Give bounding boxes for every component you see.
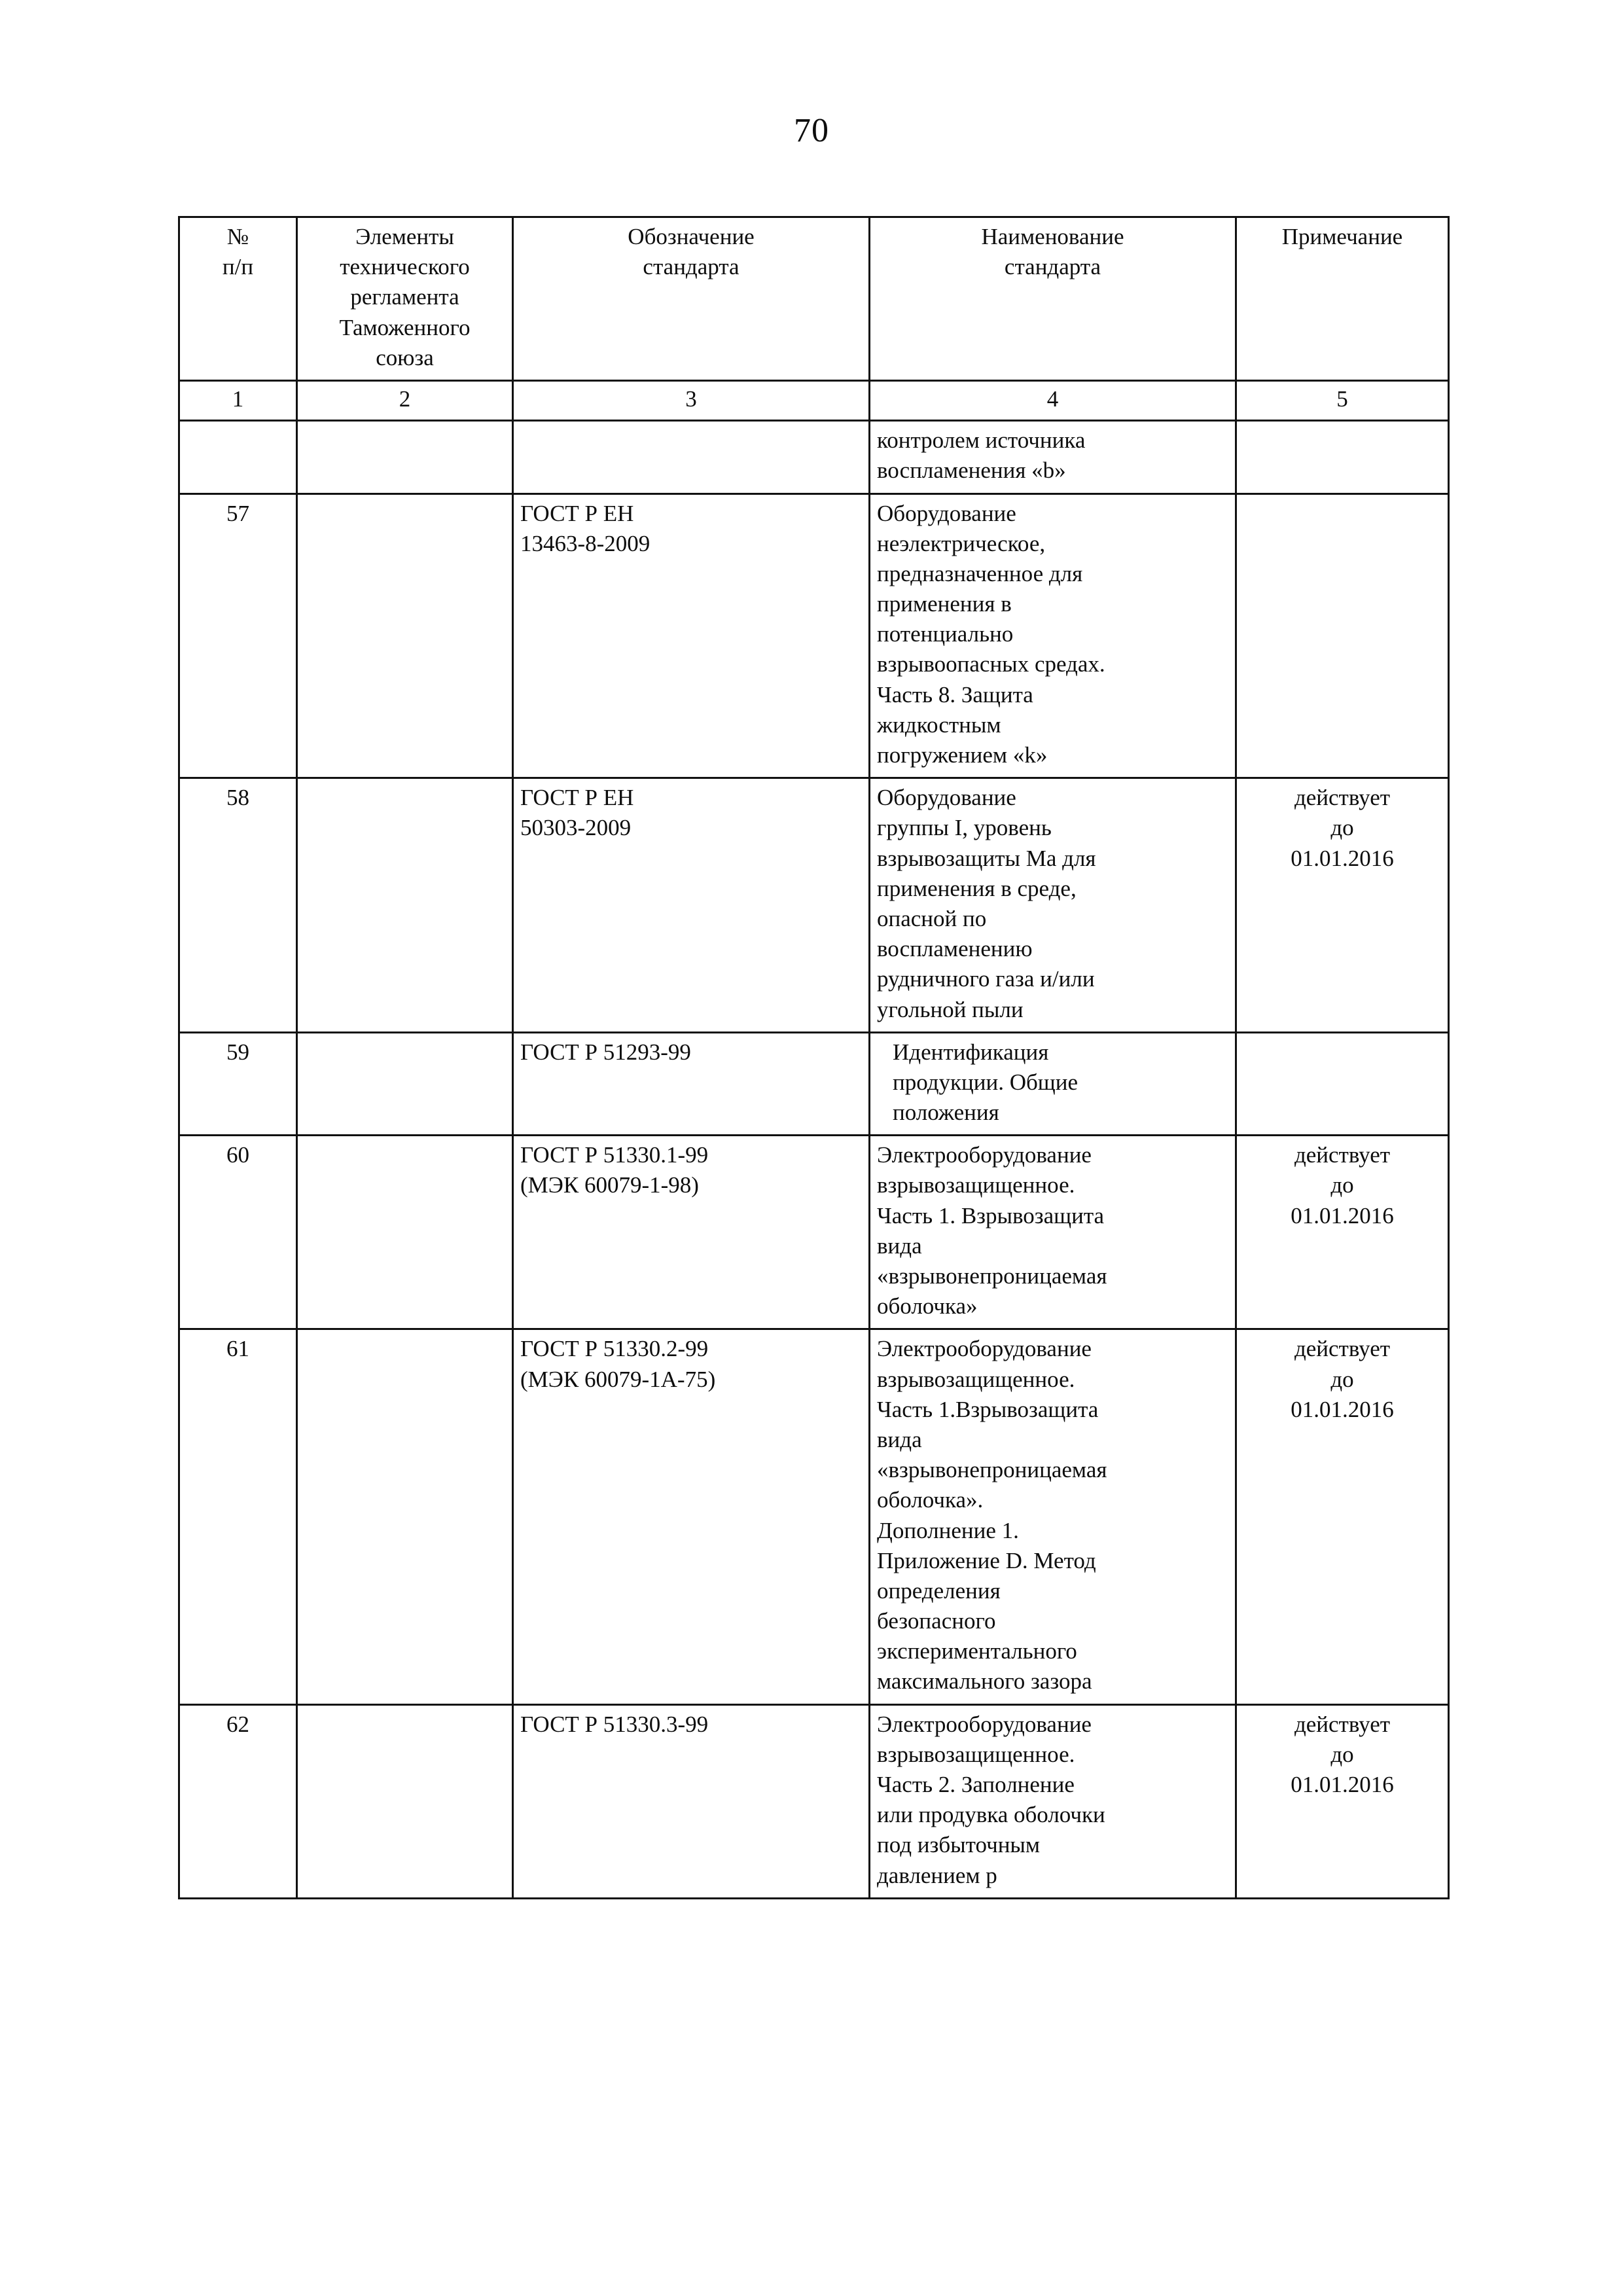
cell-designation: ГОСТ Р 51330.3-99 [513,1704,870,1898]
cell-designation [513,421,870,493]
cell-number: 57 [179,493,297,778]
cell-number: 59 [179,1032,297,1136]
cell-name: Идентификация продукции. Общие положения [870,1032,1236,1136]
table-row [179,421,1449,493]
table-row [179,778,1449,1033]
cell-number [179,421,297,493]
standards-table-container [178,216,1448,1899]
column-number-3: 3 [513,380,870,420]
column-number-5: 5 [1236,380,1449,420]
cell-number: 62 [179,1704,297,1898]
cell-number: 60 [179,1136,297,1329]
cell-name: Электрооборудование взрывозащищенное. Часть 1.Взрывозащита вида «взрывонепроницаемая оболочка». Дополнение 1. Приложение D. Метод определения безопасного экспериментального максимального зазора [870,1329,1236,1704]
cell-number: 58 [179,778,297,1033]
cell-designation: ГОСТ Р 51330.1-99 (МЭК 60079-1-98) [513,1136,870,1329]
cell-name: Оборудование группы I, уровень взрывозащиты Ма для применения в среде, опасной по воспламенению рудничного газа и/или угольной пыли [870,778,1236,1033]
cell-note [1236,1032,1449,1136]
cell-note: действует до 01.01.2016 [1236,778,1449,1033]
cell-designation: ГОСТ Р 51293-99 [513,1032,870,1136]
table-header-row [179,217,1449,381]
cell-name: Оборудование неэлектрическое, предназначенное для применения в потенциально взрывоопасных средах. Часть 8. Защита жидкостным погружением «k» [870,493,1236,778]
header-col-designation: Обозначение стандарта [513,217,870,381]
header-col-name: Наименование стандарта [870,217,1236,381]
cell-name: Электрооборудование взрывозащищенное. Часть 2. Заполнение или продувка оболочки под избыточным давлением р [870,1704,1236,1898]
table-row [179,1136,1449,1329]
cell-designation: ГОСТ Р 51330.2-99 (МЭК 60079-1А-75) [513,1329,870,1704]
cell-element [297,1032,513,1136]
cell-element [297,778,513,1033]
cell-note [1236,493,1449,778]
column-number-1: 1 [179,380,297,420]
table-row [179,1032,1449,1136]
table-header [179,217,1449,421]
column-number-4: 4 [870,380,1236,420]
cell-name: Электрооборудование взрывозащищенное. Часть 1. Взрывозащита вида «взрывонепроницаемая оболочка» [870,1136,1236,1329]
cell-element [297,1329,513,1704]
column-number-2: 2 [297,380,513,420]
cell-element [297,421,513,493]
page-number: 70 [794,112,829,149]
header-col-note: Примечание [1236,217,1449,381]
cell-element [297,1136,513,1329]
header-col-elements: Элементы технического регламента Таможенного союза [297,217,513,381]
cell-element [297,1704,513,1898]
cell-designation: ГОСТ Р ЕН 13463-8-2009 [513,493,870,778]
cell-note [1236,421,1449,493]
table-column-numbers-row [179,380,1449,420]
cell-number: 61 [179,1329,297,1704]
header-col-number: № п/п [179,217,297,381]
cell-note: действует до 01.01.2016 [1236,1136,1449,1329]
cell-note: действует до 01.01.2016 [1236,1704,1449,1898]
table-row [179,1329,1449,1704]
cell-designation: ГОСТ Р ЕН 50303-2009 [513,778,870,1033]
cell-name: контролем источника воспламенения «b» [870,421,1236,493]
table-row [179,493,1449,778]
cell-element [297,493,513,778]
table-row [179,1704,1449,1898]
cell-note: действует до 01.01.2016 [1236,1329,1449,1704]
standards-table [178,216,1450,1899]
table-body [179,421,1449,1899]
